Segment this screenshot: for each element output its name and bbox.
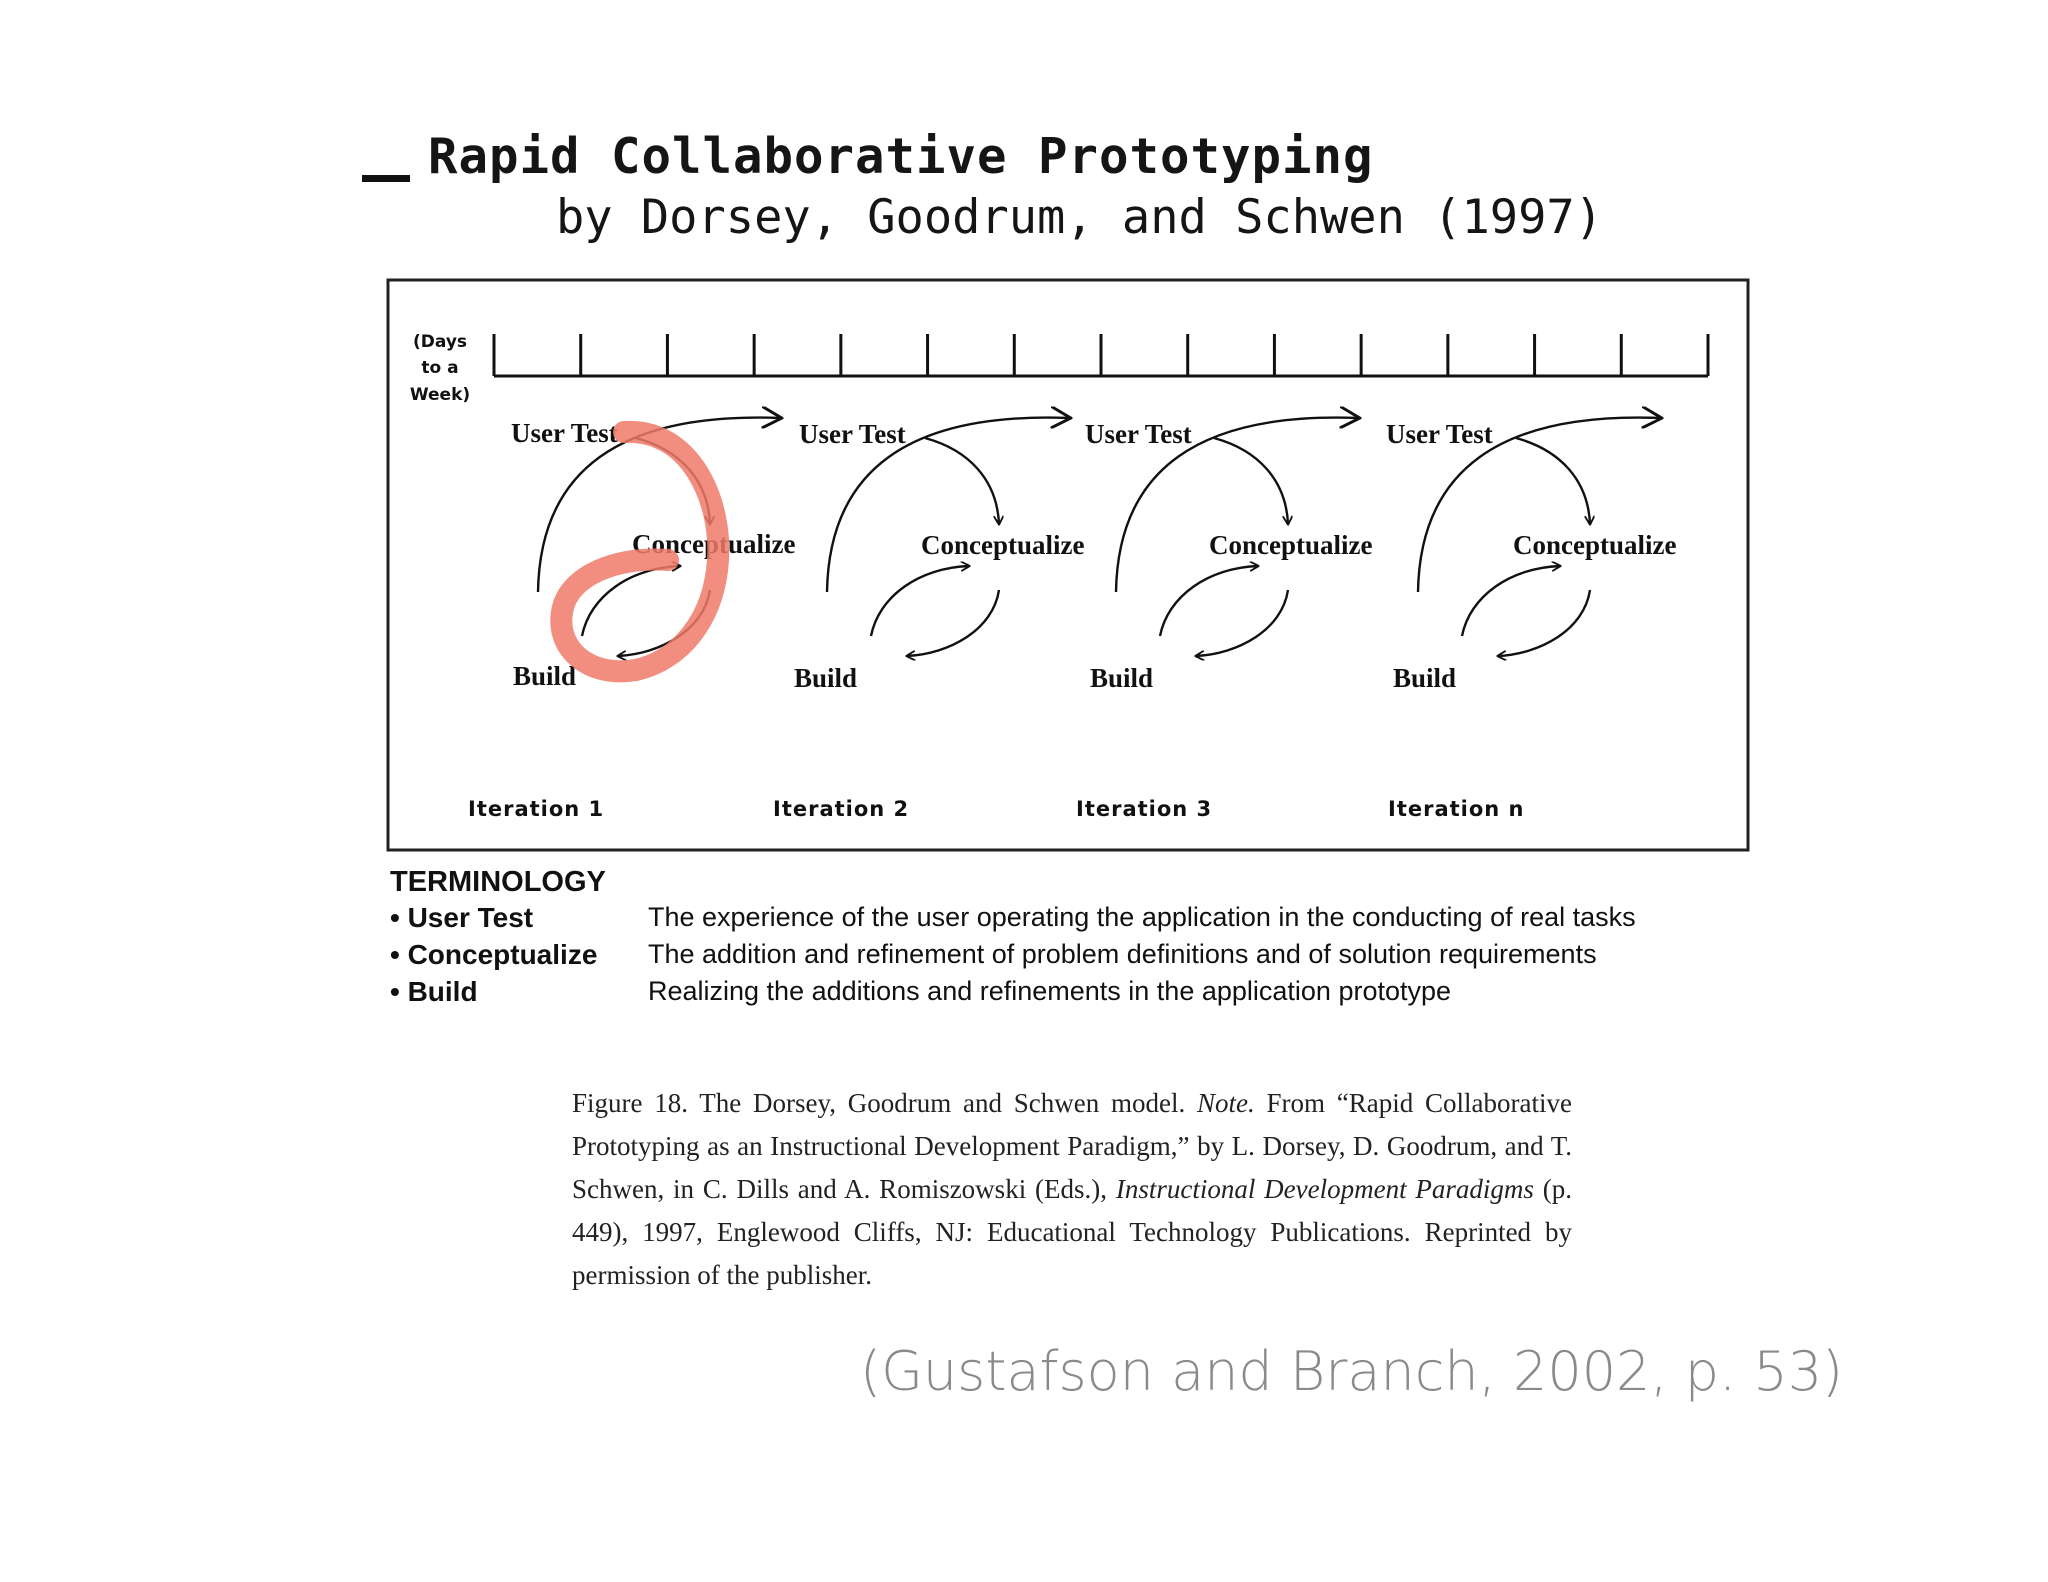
caption-book-title: Instructional Development Paradigms (1115, 1174, 1534, 1204)
conceptualize-label: Conceptualize (632, 529, 796, 559)
build-label: Build (794, 663, 858, 693)
arrow-conceptualize-to-build (1498, 590, 1590, 656)
arrow-user-test-to-conceptualize (1214, 438, 1288, 524)
term-definition: Realizing the additions and refinements in the application prototype (648, 976, 1452, 1006)
term-definition: The addition and refinement of problem definitions and of solution requirements (648, 939, 1597, 969)
arrow-conceptualize-to-build (1196, 590, 1288, 656)
axis-label-line-1: (Days (412, 332, 468, 352)
build-label: Build (513, 661, 577, 691)
conceptualize-label: Conceptualize (921, 530, 1085, 560)
caption-body-1: From “Rapid Collaborative Prototyping as an Instructional Development Paradigm,” by L. Dorsey, D. Goodrum, and T. Schwen, in C. Dills and A. Romiszowski (Eds.), (572, 1088, 1572, 1204)
user-test-label: User Test (1085, 419, 1192, 449)
term-name: • User Test (390, 902, 534, 933)
caption-note: Note. (1197, 1088, 1255, 1118)
axis-label-line-3: Week) (409, 385, 471, 405)
term-name: • Conceptualize (390, 939, 598, 970)
arrow-build-to-conceptualize (871, 566, 969, 636)
build-label: Build (1393, 663, 1457, 693)
iteration-labels (468, 797, 1525, 821)
term-row-build (390, 976, 1750, 1012)
caption-lead: Figure 18. The Dorsey, Goodrum and Schwen model. (572, 1088, 1198, 1118)
conceptualize-label: Conceptualize (1513, 530, 1677, 560)
timeline-axis (494, 334, 1708, 376)
arrow-conceptualize-to-build (907, 590, 999, 656)
axis-label-line-2: to a (421, 358, 459, 378)
user-test-label: User Test (511, 418, 618, 448)
iteration-label: Iteration 3 (1076, 797, 1213, 821)
user-test-label: User Test (799, 419, 906, 449)
axis-label (410, 332, 470, 405)
arrow-user-test-to-conceptualize (1516, 438, 1590, 524)
iteration-label: Iteration 2 (773, 797, 910, 821)
user-test-label: User Test (1386, 419, 1493, 449)
arrow-build-to-conceptualize (1160, 566, 1258, 636)
handwritten-citation: (Gustafson and Branch, 2002, p. 53) (860, 1340, 1844, 1403)
term-name: • Build (390, 976, 478, 1007)
arrow-build-to-conceptualize (1462, 566, 1560, 636)
build-label: Build (1090, 663, 1154, 693)
terminology-heading: TERMINOLOGY (390, 866, 606, 898)
term-row-conceptualize (390, 939, 1750, 975)
iteration-label: Iteration 1 (468, 797, 605, 821)
slide-subtitle: by Dorsey, Goodrum, and Schwen (1997) (556, 190, 1603, 245)
conceptualize-label: Conceptualize (1209, 530, 1373, 560)
term-definition: The experience of the user operating the application in the conducting of real tasks (648, 902, 1636, 932)
term-row-user-test (390, 902, 1750, 938)
slide-title: Rapid Collaborative Prototyping (428, 128, 1374, 185)
iteration-label: Iteration n (1388, 797, 1525, 821)
arrow-user-test-to-conceptualize (925, 438, 999, 524)
conceptualize-labels (632, 529, 1676, 560)
caption-body-2: (p. 449), 1997, Englewood Cliffs, NJ: Educational Technology Publications. Reprinted by permission of the publisher. (572, 1174, 1572, 1290)
figure-caption (572, 1082, 1572, 1297)
